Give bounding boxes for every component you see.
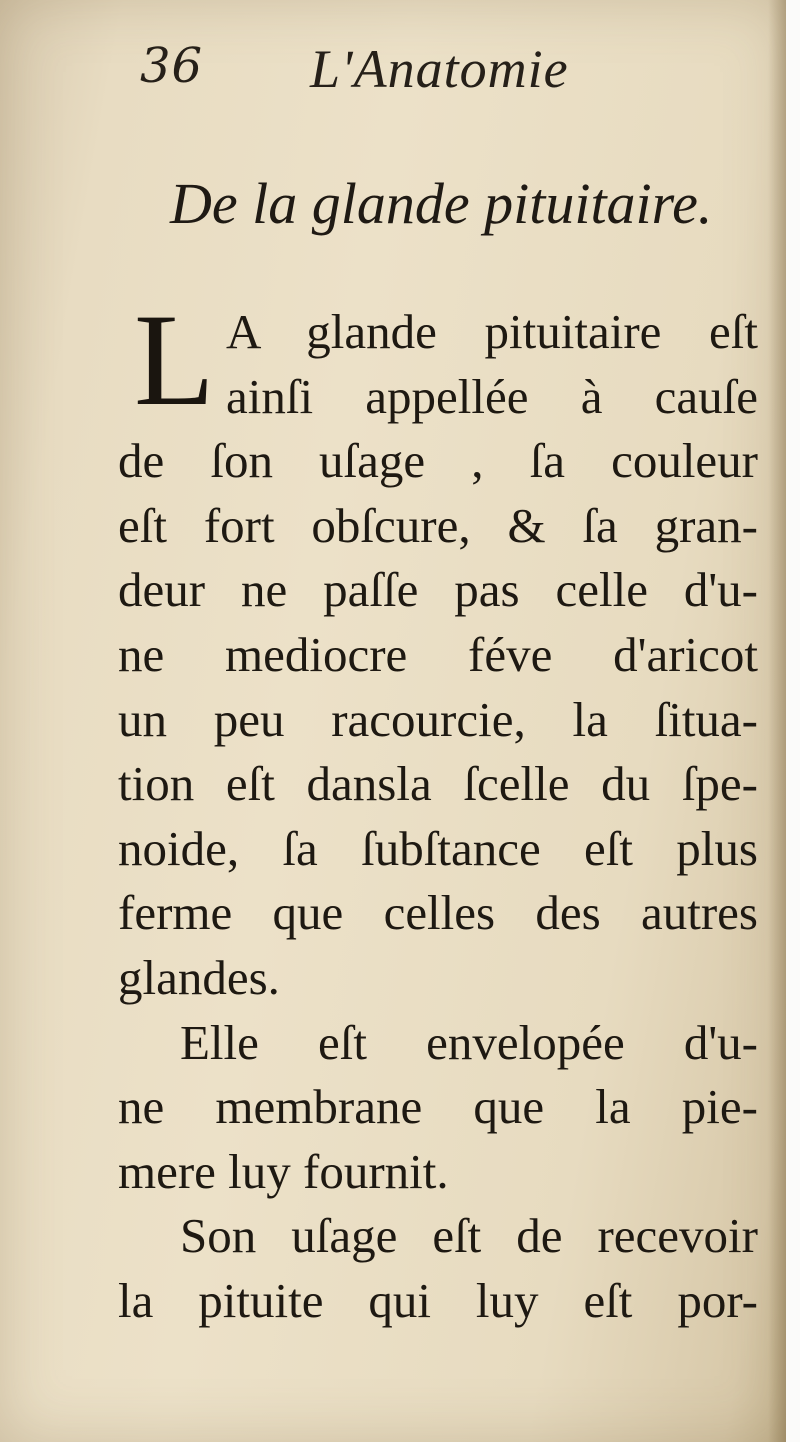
page-edge xyxy=(786,0,800,1442)
paragraph-1 xyxy=(118,286,758,1011)
text-line: tion eſt dansla ſcelle du ſpe- xyxy=(118,756,758,812)
text-line: A glande pituitaire eſt xyxy=(226,304,758,359)
text-line: Son uſage eſt de recevoir xyxy=(180,1208,758,1264)
text-line: de ſon uſage , ſa couleur xyxy=(118,433,758,489)
text-line: glandes. xyxy=(118,949,280,1005)
text-line: Elle eſt envelopée d'u- xyxy=(180,1014,758,1070)
running-title: L'Anatomie xyxy=(310,39,569,99)
page-number: 36 xyxy=(140,38,204,94)
text-line: noide, ſa ſubſtance eſt plus xyxy=(118,820,758,876)
text-line: ainſi appellée à cauſe xyxy=(226,368,758,424)
text-line: ne membrane que la pie- xyxy=(118,1079,758,1135)
paragraph-3 xyxy=(118,1204,758,1333)
text-line: un peu racourcie, la ſitua- xyxy=(118,691,758,747)
section-heading: De la glande pituitaire. xyxy=(170,171,713,236)
drop-cap: L xyxy=(134,286,215,433)
paragraph-2 xyxy=(118,1011,758,1205)
text-line: eſt fort obſcure, & ſa gran- xyxy=(118,497,758,553)
page-header xyxy=(140,38,660,108)
body-text xyxy=(118,286,758,1334)
text-line: mere luy fournit. xyxy=(118,1143,449,1199)
text-line: deur ne paſſe pas celle d'u- xyxy=(118,562,758,618)
text-line: la pituite qui luy eſt por- xyxy=(118,1272,758,1328)
text-line: ne mediocre féve d'aricot xyxy=(118,626,758,682)
text-line: ferme que celles des autres xyxy=(118,885,758,941)
